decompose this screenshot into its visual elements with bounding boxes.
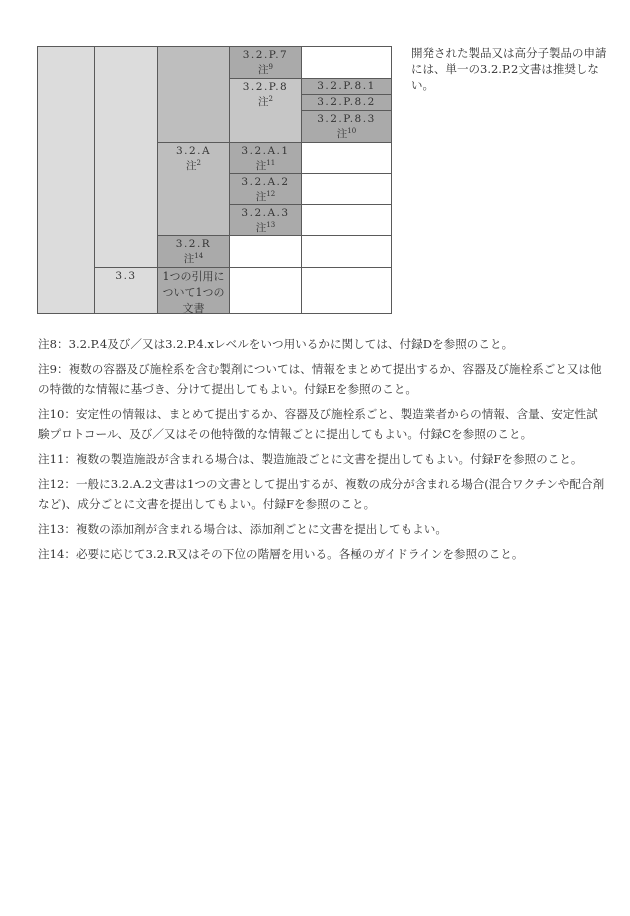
footnote-9: 注9：複数の容器及び施栓系を含む製剤については、情報をまとめて提出するか、容器及び施栓系ごと又は他の特徴的な情報に基づき、分けて提出してもよい。付録Eを参照のこと。 xyxy=(38,362,602,396)
table-cell-empty xyxy=(301,235,392,268)
table-cell-3-2-A-3: 3.2.A.3 注$^{13}$ xyxy=(229,204,302,236)
table-cell-one-doc-per-reference: 1つの引用について1つの文書 xyxy=(157,267,230,314)
table-cell-3-2-P-8: 3.2.P.8 注$^2$ xyxy=(229,78,302,143)
table-cell-3-2-P-8-1: 3.2.P.8.1 xyxy=(301,78,392,95)
table-cell-3-2-P-8-2: 3.2.P.8.2 xyxy=(301,94,392,111)
table-cell-col3-top xyxy=(157,46,230,143)
note-ref: 注$^9$ xyxy=(258,63,273,76)
table-cell-empty xyxy=(301,46,392,79)
table-cell-empty xyxy=(301,267,392,314)
note-ref: 注$^{11}$ xyxy=(255,159,276,172)
note-ref: 注$^{14}$ xyxy=(183,252,204,265)
table-cell-empty xyxy=(301,204,392,236)
footnote-11: 注11：複数の製造施設が含まれる場合は、製造施設ごとに文書を提出してもよい。付録Fを参照のこと。 xyxy=(38,452,583,466)
table-cell-3-2-A-2: 3.2.A.2 注$^{12}$ xyxy=(229,173,302,205)
table-cell-empty xyxy=(301,173,392,205)
note-ref: 注$^2$ xyxy=(186,159,201,172)
table-cell-empty xyxy=(229,235,302,268)
note-ref: 注$^2$ xyxy=(258,95,273,108)
table-cell-3-2-A-1: 3.2.A.1 注$^{11}$ xyxy=(229,142,302,174)
table-cell-3-3: 3.3 xyxy=(94,267,158,314)
table-cell-3-2-A: 3.2.A 注$^2$ xyxy=(157,142,230,236)
note-ref: 注$^{12}$ xyxy=(255,190,276,203)
note-ref: 注$^{13}$ xyxy=(255,221,276,234)
side-note: 開発された製品又は高分子製品の申請には、単一の3.2.P.2文書は推奨しない。 xyxy=(411,46,607,92)
footnote-14: 注14：必要に応じて3.2.R又はその下位の階層を用いる。各極のガイドラインを参照のこと。 xyxy=(38,547,524,561)
footnote-8: 注8：3.2.P.4及び／又は3.2.P.4.xレベルをいつ用いるかに関しては、付録Dを参照のこと。 xyxy=(38,337,514,351)
table-cell-empty xyxy=(301,142,392,174)
table-cell-col1 xyxy=(37,46,95,314)
note-ref: 注$^{10}$ xyxy=(336,127,357,140)
footnote-10: 注10：安定性の情報は、まとめて提出するか、容器及び施栓系ごと、製造業者からの情報、含量、安定性試験プロトコール、及び／又はその他特徴的な情報ごとに提出してもよい。付録Cを参照のこと。 xyxy=(38,407,598,441)
table-cell-3-2-P-8-3: 3.2.P.8.3 注$^{10}$ xyxy=(301,110,392,143)
table-cell-3-2-R: 3.2.R 注$^{14}$ xyxy=(157,235,230,268)
footnote-12: 注12：一般に3.2.A.2文書は1つの文書として提出するが、複数の成分が含まれる場合(混合ワクチンや配合剤など)、成分ごとに文書を提出してもよい。付録Fを参照のこと。 xyxy=(38,477,605,511)
footnote-13: 注13：複数の添加剤が含まれる場合は、添加剤ごとに文書を提出してもよい。 xyxy=(38,522,447,536)
footnotes xyxy=(38,334,608,569)
table-cell-3-2-P-7: 3.2.P.7 注$^9$ xyxy=(229,46,302,79)
table-cell-col2 xyxy=(94,46,158,268)
table-cell-empty xyxy=(229,267,302,314)
